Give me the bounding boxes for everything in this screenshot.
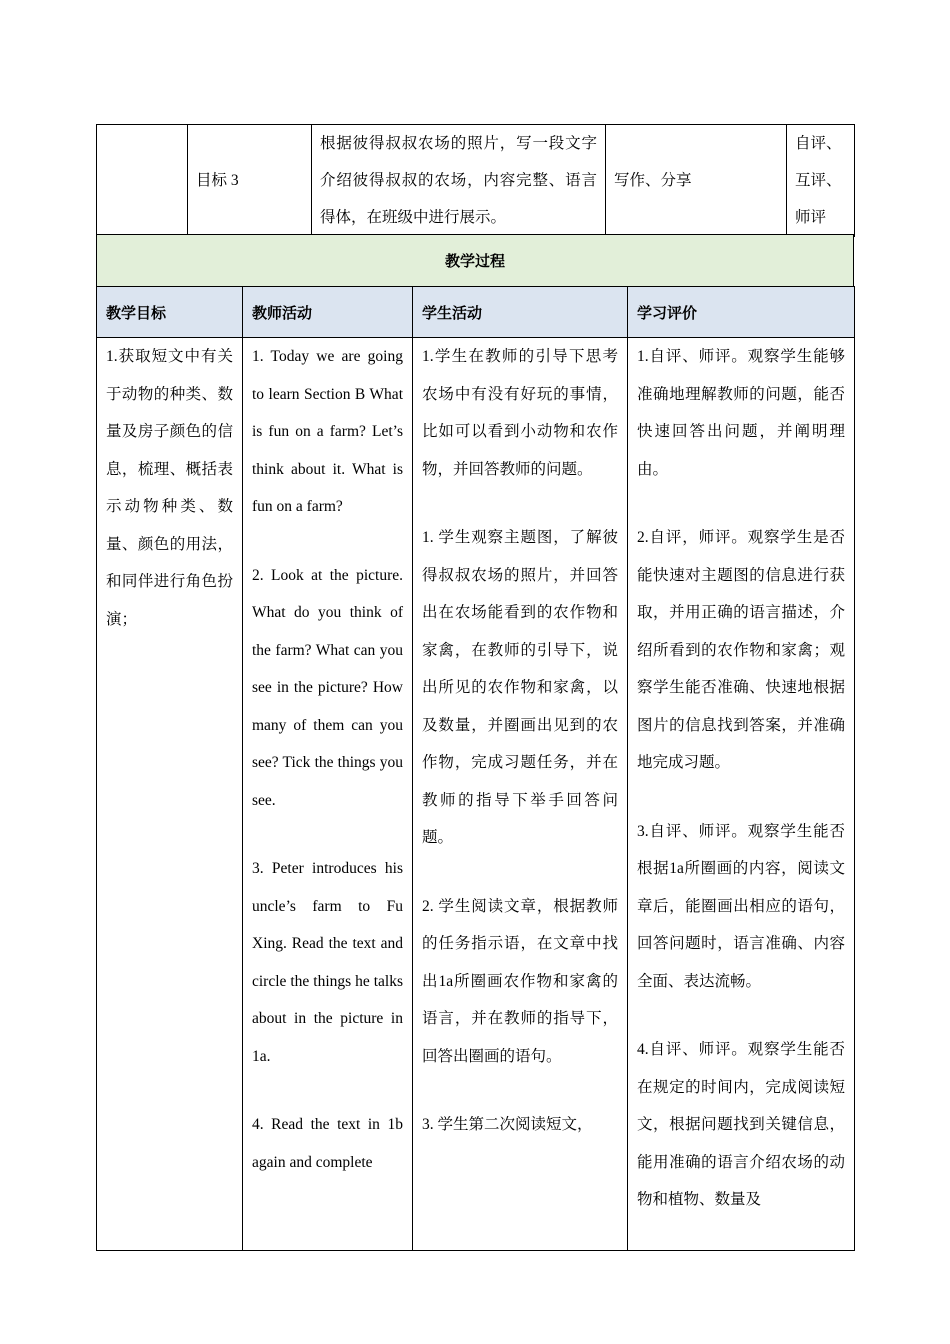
- process-table: [96, 286, 855, 1251]
- evaluation-step-3: 3.自评、师评。观察学生能否根据1a所圈画的内容，阅读文章后，能圈画出相应的语句，回答问题时，语言准确、内容全面、表达流畅。: [637, 822, 845, 990]
- evaluation-step-1: 1.自评、师评。观察学生能够准确地理解教师的问题，能否快速回答出问题，并阐明理由。: [637, 348, 845, 478]
- student-step-1: 1.学生在教师的引导下思考农场中有没有好玩的事情，比如可以看到小动物和农作物，并回答教师的问题。: [422, 348, 618, 478]
- content-row: [97, 338, 855, 1251]
- goal3-row: [97, 125, 855, 237]
- teacher-step-3: 3. Peter introduces his uncle’s farm to Fu Xing. Read the text and circle the things he talks about in the picture in 1a.: [252, 860, 403, 1065]
- section-title: 教学过程: [96, 234, 854, 287]
- header-evaluation: 学习评价: [628, 287, 855, 338]
- student-step-2: 1. 学生观察主题图，了解彼得叔叔农场的照片，并回答出在农场能看到的农作物和家禽，在教师的引导下，说出所见的农作物和家禽，以及数量，并圈画出见到的农作物，完成习题任务，并在教师的指导下举手回答问题。: [422, 529, 618, 846]
- student-cell: [413, 338, 628, 1251]
- goal-cell: [97, 338, 243, 1251]
- header-teacher: 教师活动: [243, 287, 413, 338]
- goal-label: 目标 3: [188, 125, 312, 237]
- student-step-3: 2. 学生阅读文章，根据教师的任务指示语，在文章中找出1a所圈画农作物和家禽的语言，并在教师的指导下，回答出圈画的语句。: [422, 897, 618, 1065]
- evaluation-cell: [628, 338, 855, 1251]
- evaluation-step-4: 4.自评、师评。观察学生能否在规定的时间内，完成阅读短文，根据问题找到关键信息，能用准确的语言介绍农场的动物和植物、数量及: [637, 1041, 845, 1208]
- goal-text: 1.获取短文中有关于动物的种类、数量及房子颜色的信息，梳理、概括表示动物种类、数量、颜色的用法，和同伴进行角色扮演；: [106, 348, 233, 628]
- teacher-step-1: 1. Today we are going to learn Section B What is fun on a farm? Let’s think about it. What is fun on a farm?: [252, 348, 403, 515]
- teacher-step-4: 4. Read the text in 1b again and complete: [252, 1116, 403, 1171]
- evaluation-step-2: 2.自评，师评。观察学生是否能快速对主题图的信息进行获取，并用正确的语言描述，介绍所看到的农作物和家禽；观察学生能否准确、快速地根据图片的信息找到答案，并准确地完成习题。: [637, 529, 845, 771]
- goal-evaluation: 自评、互评、师评: [787, 125, 855, 237]
- teacher-cell: [243, 338, 413, 1251]
- empty-cell: [97, 125, 188, 237]
- student-step-4: 3. 学生第二次阅读短文，: [422, 1116, 593, 1133]
- header-row: [97, 287, 855, 338]
- goal-description: 根据彼得叔叔农场的照片，写一段文字介绍彼得叔叔的农场，内容完整、语言得体，在班级中进行展示。: [312, 125, 606, 237]
- header-student: 学生活动: [413, 287, 628, 338]
- top-row-table: [96, 124, 855, 237]
- goal-activity: 写作、分享: [606, 125, 787, 237]
- teacher-step-2: 2. Look at the picture. What do you think of the farm? What can you see in the picture? How many of them can you see? Tick the things you see.: [252, 566, 403, 809]
- header-goal: 教学目标: [97, 287, 243, 338]
